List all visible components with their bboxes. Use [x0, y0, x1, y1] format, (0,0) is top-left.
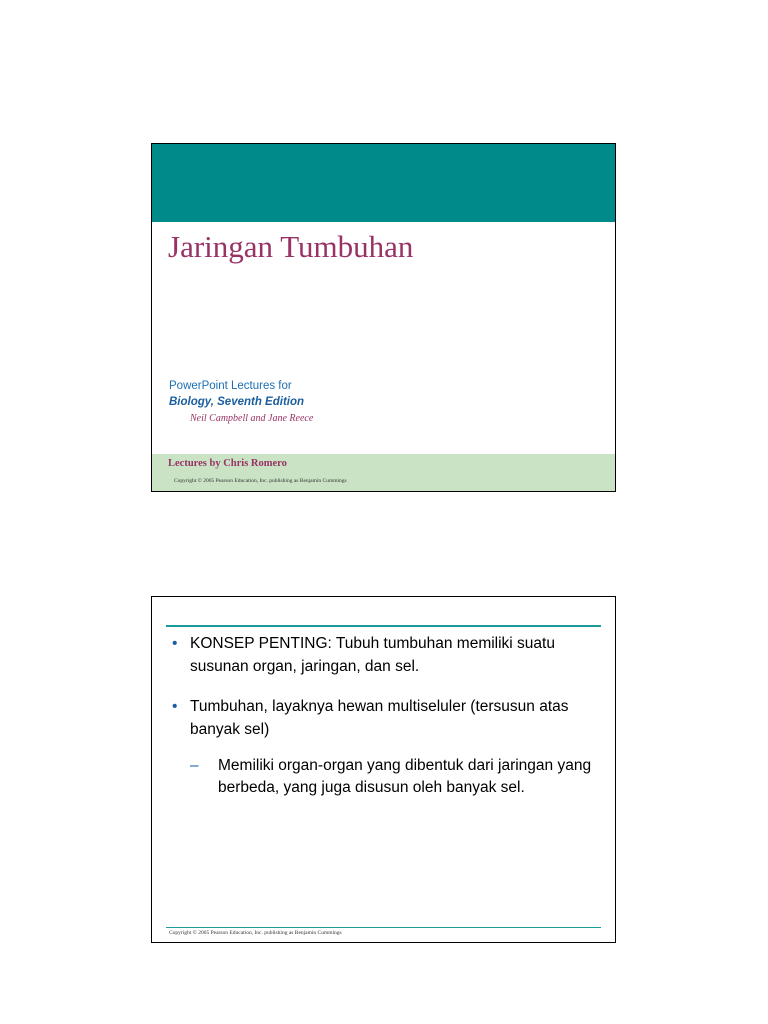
bottom-rule	[166, 927, 601, 928]
bullet-mark: •	[172, 698, 178, 715]
bullet-item	[172, 632, 600, 678]
copyright-text: Copyright © 2005 Pearson Education, Inc. publishing as Benjamin Cummings	[174, 478, 347, 484]
sub-bullet-mark: –	[190, 757, 199, 774]
authors-text: Neil Campbell and Jane Reece	[190, 413, 314, 424]
sub-bullet-text: Memiliki organ-organ yang dibentuk dari jaringan yang berbeda, yang juga disusun oleh banyak sel.	[218, 757, 592, 796]
book-title: Biology, Seventh Edition	[169, 396, 305, 408]
title-slide-footer	[152, 454, 615, 491]
header-band	[152, 144, 615, 222]
bullet-text: KONSEP PENTING: Tubuh tumbuhan memiliki suatu susunan organ, jaringan, dan sel.	[190, 635, 555, 675]
slide-title: Jaringan Tumbuhan	[168, 229, 414, 264]
top-rule	[166, 625, 601, 627]
sub-bullet-item	[190, 755, 598, 799]
copyright-text: Copyright © 2005 Pearson Education, Inc. publishing as Benjamin Cummings	[169, 930, 342, 936]
title-slide	[151, 143, 616, 492]
lectures-for-text: PowerPoint Lectures for	[169, 380, 292, 392]
bullet-item	[172, 695, 600, 741]
lectures-by-text: Lectures by Chris Romero	[168, 458, 287, 469]
bullet-text: Tumbuhan, layaknya hewan multiseluler (tersusun atas banyak sel)	[190, 698, 569, 738]
bullet-mark: •	[172, 635, 178, 652]
content-slide	[151, 596, 616, 943]
